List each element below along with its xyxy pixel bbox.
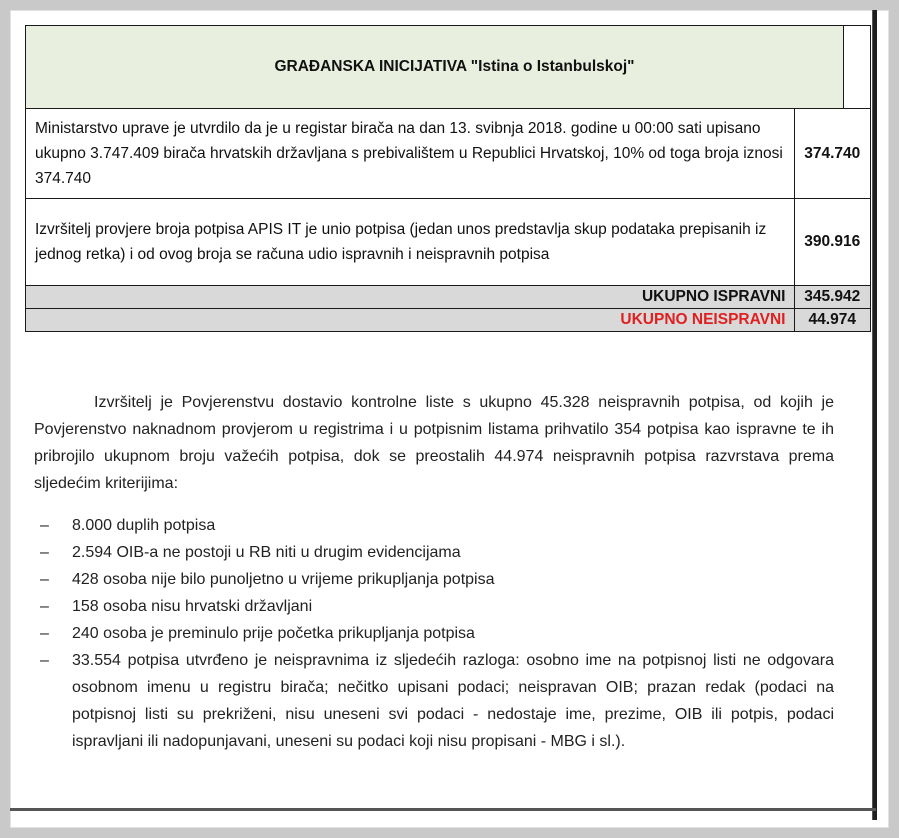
table-header-gap xyxy=(844,26,871,109)
list-item xyxy=(34,566,834,593)
dash-bullet: – xyxy=(40,571,49,588)
body-paragraph: Izvršitelj je Povjerenstvu dostavio kontrolne liste s ukupno 45.328 neispravnih potpisa, od kojih je Povjerenstvo naknadnom provjerom u registrima i u potpisnim listama prihvatilo 354 potpisa kao ispravne te ih pribrojilo ukupnom broju važećih potpisa, dok se preostalih 44.974 neispravnih potpisa razvrstava prema sljedećim kriterijima: xyxy=(34,394,834,492)
criteria-list xyxy=(34,512,834,755)
list-item-text: 33.554 potpisa utvrđeno je neispravnima iz sljedećih razloga: osobno ime na potpisnoj listi ne odgovara osobnom imenu u registru birača; nečitko upisani podaci; neispravan OIB; prazan redak (podaci na potpisnoj listi su prekriženi, nisu uneseni svi podaci - nedostaje ime, prezime, OIB ili potpis, podaci ispravljani ili nadopunjavani, uneseni su podaci koji nisu propisani - MBG i sl.). xyxy=(72,652,834,750)
page-shadow-bottom xyxy=(10,808,876,811)
list-item xyxy=(34,512,834,539)
page-shadow-right xyxy=(872,10,877,820)
dash-bullet: – xyxy=(40,544,49,561)
signature-summary-table xyxy=(25,25,871,332)
list-item-text: 8.000 duplih potpisa xyxy=(72,517,216,534)
list-item-text: 428 osoba nije bilo punoljetno u vrijeme prikupljanja potpisa xyxy=(72,571,495,588)
dash-bullet: – xyxy=(40,517,49,534)
list-item xyxy=(34,593,834,620)
list-item-text: 240 osoba je preminulo prije početka prikupljanja potpisa xyxy=(72,625,475,642)
total-valid-label: UKUPNO ISPRAVNI xyxy=(26,286,795,309)
table-header-row xyxy=(26,26,871,109)
row-description: Izvršitelj provjere broja potpisa APIS IT je unio potpisa (jedan unos predstavlja skup podataka prepisanih iz jednog retka) i od ovog broja se računa udio ispravnih i neispravnih potpisa xyxy=(26,199,795,286)
total-invalid-row xyxy=(26,309,871,332)
list-item xyxy=(34,539,834,566)
table-title: GRAĐANSKA INICIJATIVA "Istina o Istanbulskoj" xyxy=(26,26,844,109)
dash-bullet: – xyxy=(40,598,49,615)
list-item xyxy=(34,647,834,755)
total-invalid-value: 44.974 xyxy=(794,309,871,332)
dash-bullet: – xyxy=(40,652,49,669)
dash-bullet: – xyxy=(40,625,49,642)
row-description: Ministarstvo uprave je utvrdilo da je u registar birača na dan 13. svibnja 2018. godine u 00:00 sati upisano ukupno 3.747.409 birača hrvatskih državljana s prebivalištem u Republici Hrvatskoj, 10% od toga broja iznosi 374.740 xyxy=(26,109,795,199)
list-item xyxy=(34,620,834,647)
list-item-text: 2.594 OIB-a ne postoji u RB niti u drugim evidencijama xyxy=(72,544,461,561)
list-item-text: 158 osoba nisu hrvatski državljani xyxy=(72,598,313,615)
row-value: 374.740 xyxy=(794,109,871,199)
table-row xyxy=(26,199,871,286)
table-row xyxy=(26,109,871,199)
total-valid-value: 345.942 xyxy=(794,286,871,309)
row-value: 390.916 xyxy=(794,199,871,286)
total-valid-row xyxy=(26,286,871,309)
total-invalid-label: UKUPNO NEISPRAVNI xyxy=(26,309,795,332)
